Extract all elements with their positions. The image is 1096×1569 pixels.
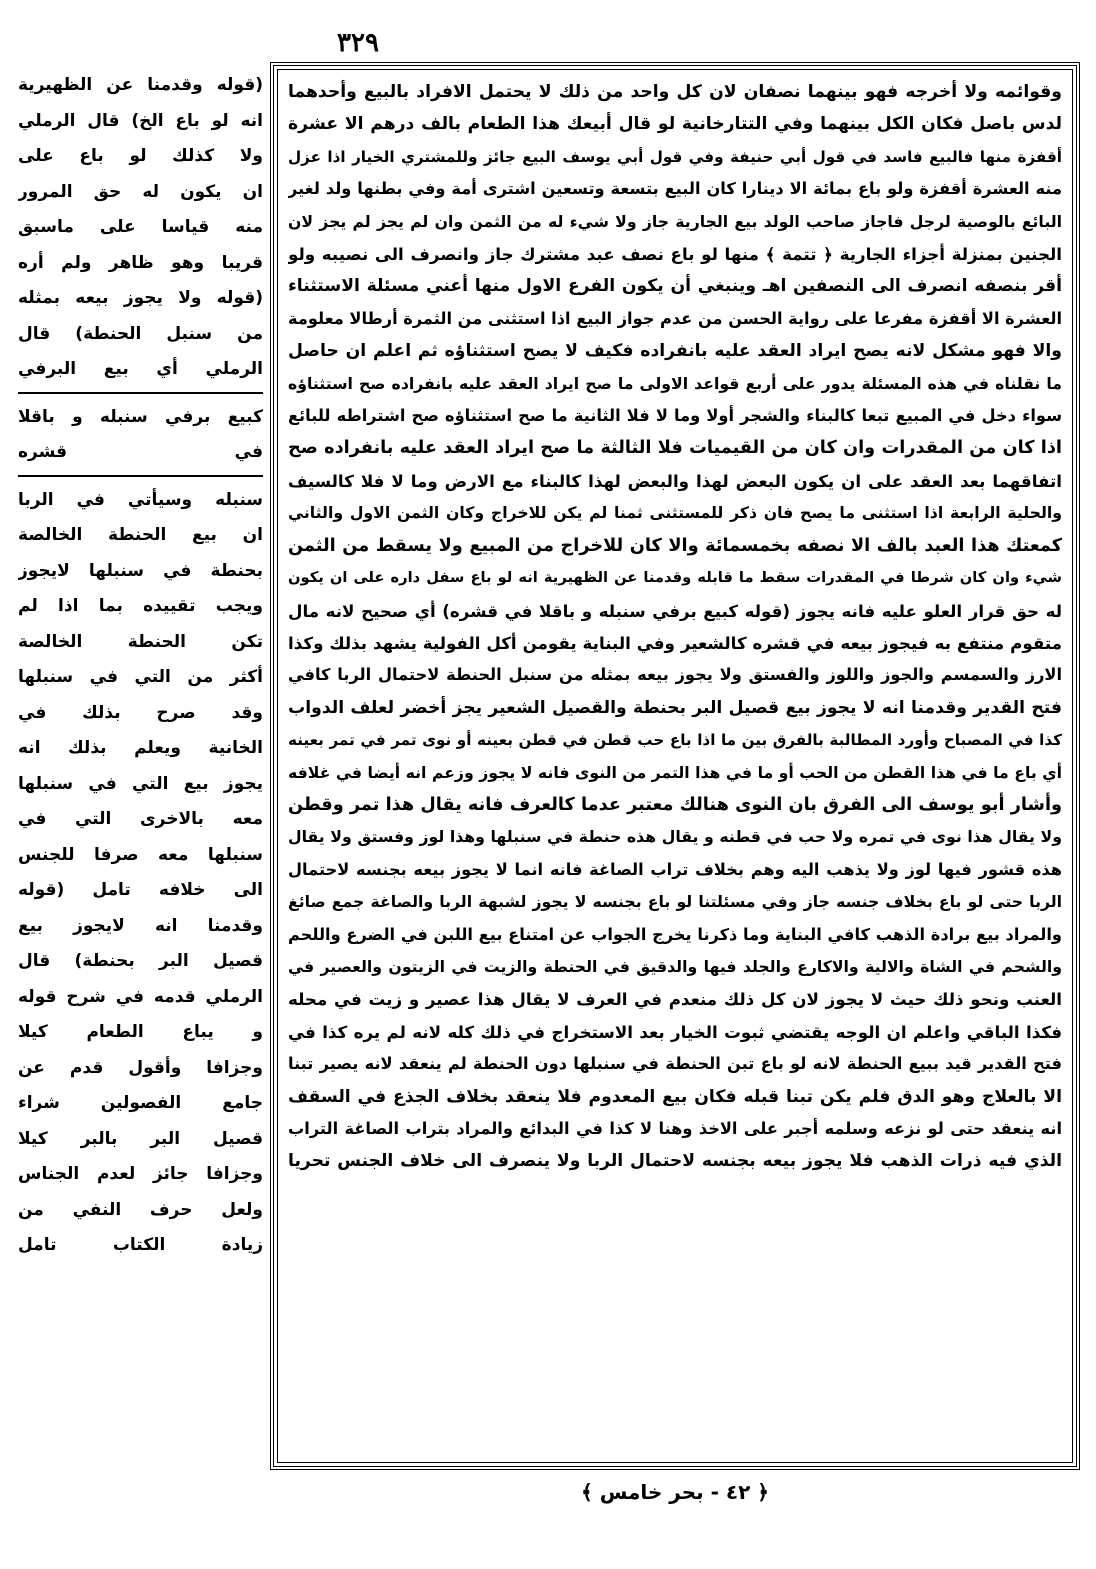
main-text-line: العنب ونحو ذلك حيث لا يجوز لان كل ذلك منعدم في العرف لا يقال هذا عصير و زيت في محله	[288, 989, 1062, 1010]
margin-line: ويجب تقييده بما اذا لم	[18, 596, 263, 616]
main-text-line: والا فهو مشكل لانه يصح ايراد العقد عليه بانفراده فكيف لا يصح استثناؤه ثم اعلم ان حاصل	[288, 341, 1062, 362]
main-text-line: الربا حتى لو باع بخلاف جنسه جاز وفي مسئلتنا لو باع بجنسه لا يجوز لشبهة الربا والصاغة جمع صائغ	[288, 892, 1062, 912]
main-text-line: وقوائمه ولا أخرجه فهو بينهما نصفان لان كل واحد من ذلك لا يحتمل الافراد بالبيع وأحدهما	[288, 82, 1062, 102]
margin-line: ولا كذلك لو باع على	[18, 146, 263, 166]
main-text-line: سواء دخل في المبيع تبعا كالبناء والشجر أولا وما لا فلا الثانية ما صح استثناؤه صح اشتراطه للبائع	[288, 406, 1062, 426]
main-text-line: العشرة الا أقفزة مفرعا على رواية الحسن من عدم جواز البيع اذا استثنى من الثمرة أرطالا معلومة	[288, 308, 1062, 328]
margin-line: ان يكون له حق المرور	[18, 181, 263, 202]
margin-block-1	[18, 68, 263, 388]
margin-line: انه لو باع الخ) قال الرملي	[18, 110, 263, 131]
margin-line: الخانية ويعلم بذلك انه	[18, 738, 263, 758]
margin-line: وقد صرح بذلك في	[18, 702, 263, 723]
main-text-line: شيء وان كان شرطا في المقدرات سقط ما قابله وقدمنا عن الظهيرية انه لو باع سفل داره على ان يكون	[288, 569, 1062, 587]
margin-divider	[18, 475, 263, 477]
main-text-line: متقوم منتفع به فيجوز بيعه في قشره كالشعير وفي البناية يقومن أكل الفولية يشهد بذلك وكذا	[288, 632, 1062, 653]
main-text-line: أقر بنصفه انصرف الى النصفين اهـ وينبغي أن يكون الفرع الاول منها أعني مسئلة الاستثناء	[288, 276, 1062, 297]
main-text-line: ولا يقال هذا نوى في تمره ولا حب في قطنه و يقال هذه حنطة في سنبلها وهذا لوز وفستق ولا يقال	[288, 827, 1062, 847]
main-text-line: منه العشرة أقفزة ولو باع بمائة الا دينارا كان البيع بتسعة وتسعين اشترى أمة وفي بطنها ولد لغير	[288, 179, 1062, 199]
margin-line: معه بالاخرى التي في	[18, 809, 263, 829]
main-text-line: اتفاقهما بعد العقد على ان يكون البعض لهذا والبعض لهذا كالبناء مع الارض وما لا فلا كالسيف	[288, 470, 1062, 491]
margin-line: قصيل البر بحنطة) قال	[18, 951, 263, 971]
margin-line: جامع الفصولين شراء	[18, 1093, 263, 1113]
margin-line: أكثر من التي في سنبلها	[18, 667, 263, 687]
margin-line: منه قياسا على ماسبق	[18, 217, 263, 237]
main-text-line: الذي فيه ذرات الذهب فلا يجوز بيعه بجنسه لاحتمال الربا ولا ينصرف الى خلاف الجنس تحريا	[288, 1151, 1062, 1172]
main-text-line: والحلية الرابعة اذا استثنى ما يصح فان ذكر للمستثنى ثمنا لم يكن للاخراج وكان الثمن الاول والثاني	[288, 503, 1062, 523]
main-text-line: هذه قشور فيها لوز ولا يذهب اليه وهم بخلاف تراب الصاغة فانه انما لا يجوز بيعه بجنسه لاحتمال	[288, 859, 1062, 879]
main-text-line: والشحم في الشاة والالية والاكارع والجلد فيها والدقيق في الحنطة والزيت في الزيتون والعصير في	[288, 956, 1062, 976]
main-text-line: الارز والسمسم والجوز واللوز والفستق ولا يجوز بيعه بمثله من سنبل الحنطة لاحتمال الربا كافي	[288, 665, 1062, 685]
margin-commentary	[18, 68, 263, 1264]
main-text-line: أقفزة منها فالبيع فاسد في قول أبي حنيفة وفي قول أبي يوسف البيع جائز وللمشتري الخيار اذا عزل	[288, 147, 1062, 166]
main-text-line: فتح القدير وقدمنا انه لا يجوز بيع قصيل البر بحنطة والقصيل الشعير يجز أخضر لعلف الدواب	[288, 697, 1062, 718]
margin-line: و يباع الطعام كيلا	[18, 1022, 263, 1042]
main-text-line: والمراد بيع برادة الذهب كافي البناية وما ذكرنا يخرج الجواب عن امتناع بيع اللبن في الضرع واللحم	[288, 924, 1062, 944]
margin-line: بحنطة في سنبلها لايجوز	[18, 560, 263, 581]
main-text-line: البائع بالوصية لرجل فاجاز صاحب الولد بيع الجارية جاز ولا شيء له من الثمن وان لم يجز لم يجز لان	[288, 211, 1062, 231]
main-text-line: فكذا الباقي واعلم ان الوجه يقتضي ثبوت الخيار بعد الاستخراج في ذلك كله لانه لم يره كذا في	[288, 1021, 1062, 1042]
margin-line: ولعل حرف النفي من	[18, 1199, 263, 1220]
margin-line: الرملي قدمه في شرح قوله	[18, 986, 263, 1007]
margin-line: يجوز بيع التي في سنبلها	[18, 773, 263, 794]
margin-line: وجزافا جائز لعدم الجناس	[18, 1164, 263, 1184]
margin-line: الى خلافه تامل (قوله	[18, 880, 263, 900]
main-text-line: له حق قرار العلو عليه فانه يجوز (قوله كبيع برفي سنبله و باقلا في قشره) أي صحيح لانه مال	[288, 600, 1062, 621]
margin-line: زيادة الكتاب تامل	[18, 1235, 263, 1255]
main-text-line: اذا كان من المقدرات وان كان من القيميات فلا الثالثة ما صح ايراد العقد عليه بانفراده صح	[288, 438, 1062, 459]
margin-line: تكن الحنطة الخالصة	[18, 631, 263, 652]
margin-line: سنبله وسيأتي في الربا	[18, 489, 263, 510]
main-text-line: وأشار أبو يوسف الى الفرق بان النوى هنالك معتبر عدما كالعرف فانه يقال هذا تمر وقطن	[288, 794, 1062, 815]
margin-block-2	[18, 400, 263, 471]
main-text-line: ما نقلناه في هذه المسئلة يدور على أربع قواعد الاولى ما صح ايراد العقد عليه بانفراده صح استثناؤه	[288, 373, 1062, 393]
margin-line: (قوله وقدمنا عن الظهيرية	[18, 75, 263, 95]
page-number: ٣٢٩	[337, 28, 379, 58]
margin-line: وقدمنا انه لايجوز بيع	[18, 915, 263, 936]
margin-line: من سنبل الحنطة) قال	[18, 323, 263, 344]
main-text-line: كذا في المصباح وأورد المطالبة بالفرق بين ما اذا باع حب قطن في قطن بعينه أو نوى تمر في تمر بعينه	[288, 731, 1062, 750]
main-text-frame	[270, 62, 1080, 1470]
margin-divider	[18, 392, 263, 394]
main-text-inner-border	[277, 69, 1073, 1463]
main-text-line: كمعتك هذا العبد بالف الا نصفه بخمسمائة والا كان للاخراج من المبيع ولا يسقط من الثمن	[288, 535, 1062, 556]
main-text-body	[288, 76, 1062, 1178]
margin-line: (قوله ولا يجوز بيعه بمثله	[18, 288, 263, 308]
margin-line: ان بيع الحنطة الخالصة	[18, 525, 263, 545]
main-text-line: فتح القدير قيد ببيع الحنطة لانه لو باع تبن الحنطة في سنبلها دون الحنطة لم ينعقد لانه يصير تبنا	[288, 1054, 1062, 1074]
main-text-line: الا بالعلاج وهو الدق فلم يكن تبنا قبله فكان بيع المعدوم فلا ينعقد بخلاف الجذع في السقف	[288, 1086, 1062, 1107]
page-footer-signature: ﴿ ٤٢ - بحر خامس ﴾	[581, 1480, 769, 1504]
margin-block-3	[18, 483, 263, 1264]
margin-line: سنبلها معه صرفا للجنس	[18, 844, 263, 865]
main-text-line: أي باع ما في هذا القطن من الحب أو ما في هذا التمر من النوى فانه لا يجوز وزعم انه أيضا في غلافه	[288, 762, 1062, 782]
main-text-line: لدس باصل فكان الكل بينهما وفي التتارخانية لو قال أبيعك هذا الطعام بالف درهم الا عشرة	[288, 114, 1062, 135]
margin-line: الرملي أي بيع البرفي	[18, 359, 263, 379]
margin-line: في قشره	[18, 442, 263, 462]
margin-line: وجزافا وأقول قدم عن	[18, 1057, 263, 1078]
margin-line: قريبا وهو ظاهر ولم أره	[18, 252, 263, 273]
main-text-line: الجنين بمنزلة أجزاء الجارية ﴿ تتمة ﴾ منها لو باع نصف عبد مشترك جاز وانصرف الى نصيبه ولو	[288, 244, 1062, 265]
main-text-line: انه ينعقد حتى لو نزعه وسلمه أجبر على الاخذ وهنا لا كذا في البدائع والمراد بتراب الصاغة التراب	[288, 1119, 1062, 1138]
margin-line: قصيل البر بالبر كيلا	[18, 1128, 263, 1149]
margin-line: كبيع برفي سنبله و باقلا	[18, 406, 263, 427]
